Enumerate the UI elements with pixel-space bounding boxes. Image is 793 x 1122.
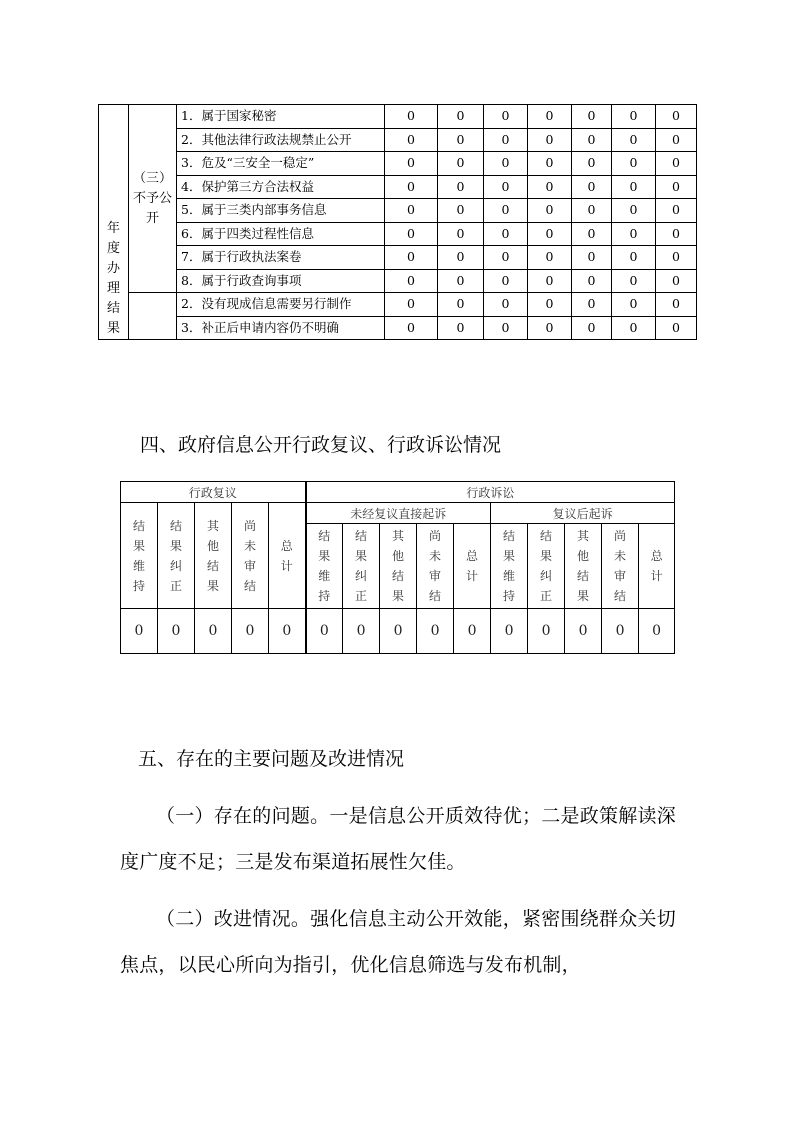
cell-value: 0 (612, 128, 656, 152)
cell-value: 0 (232, 609, 269, 654)
annual-result-char: 理 (106, 281, 120, 296)
row-label: 4．保护第三方合法权益 (177, 175, 385, 199)
table-row (99, 246, 697, 270)
column-header-char: 纠 (355, 569, 368, 583)
cell-value: 0 (602, 609, 639, 654)
cell-value: 0 (572, 316, 612, 340)
cell-value: 0 (528, 269, 572, 293)
cell-value: 0 (484, 293, 528, 317)
cell-value: 0 (528, 222, 572, 246)
litigation-column-header (491, 524, 528, 609)
litigation-column-header (565, 524, 602, 609)
cell-value: 0 (438, 293, 484, 317)
column-header-char: 果 (392, 589, 405, 603)
cell-value: 0 (656, 293, 697, 317)
column-header-char: 尚 (429, 529, 442, 543)
column-header-char: 果 (355, 549, 368, 563)
annual-result-char: 度 (106, 241, 120, 256)
column-header-char: 正 (169, 578, 182, 593)
refusal-results-table (98, 104, 697, 340)
annual-result-char: 年 (106, 221, 120, 236)
column-header-char: 维 (132, 558, 145, 573)
cell-value: 0 (385, 105, 438, 129)
column-header-char: 总 (650, 549, 663, 563)
column-header-char: 结 (243, 578, 256, 593)
table-row (99, 152, 697, 176)
cell-value: 0 (385, 269, 438, 293)
column-header-char: 纠 (540, 569, 553, 583)
column-header-char: 持 (318, 589, 331, 603)
cell-value: 0 (572, 269, 612, 293)
column-header-char: 未 (243, 538, 256, 553)
cell-value: 0 (438, 105, 484, 129)
column-header-char: 其 (206, 518, 219, 533)
annual-result-cell (99, 105, 129, 340)
cell-value: 0 (438, 175, 484, 199)
column-header-char: 正 (355, 589, 368, 603)
column-header-char: 果 (540, 549, 553, 563)
litigation-column-header (639, 524, 675, 609)
column-header-char: 他 (206, 538, 219, 553)
table-row (99, 105, 697, 129)
cell-value: 0 (572, 128, 612, 152)
row-label: 8．属于行政查询事项 (177, 269, 385, 293)
cell-value: 0 (484, 269, 528, 293)
column-header-char: 审 (429, 569, 442, 583)
row-label: 1．属于国家秘密 (177, 105, 385, 129)
column-header-char: 他 (577, 549, 590, 563)
cell-value: 0 (438, 222, 484, 246)
not-disclosed-cell (129, 105, 177, 293)
cell-value: 0 (438, 246, 484, 270)
review-column-header (269, 503, 306, 609)
column-header-char: 计 (466, 569, 479, 583)
cell-value: 0 (572, 222, 612, 246)
column-header-char: 结 (169, 518, 182, 533)
litigation-column-header (306, 524, 343, 609)
review-column-header (158, 503, 195, 609)
column-header-char: 持 (132, 578, 145, 593)
table-row (99, 269, 697, 293)
column-header-char: 审 (243, 558, 256, 573)
cell-value: 0 (269, 609, 306, 654)
cell-value: 0 (612, 222, 656, 246)
row-label: 3．危及“三安全一稳定” (177, 152, 385, 176)
column-header-char: 正 (540, 589, 553, 603)
not-disclosed-label: （三） (132, 170, 172, 186)
cell-value: 0 (380, 609, 417, 654)
cell-value: 0 (572, 105, 612, 129)
cell-value: 0 (612, 293, 656, 317)
table-header-row (121, 482, 675, 503)
column-header-char: 结 (355, 529, 368, 543)
after-review-header: 复议后起诉 (491, 503, 675, 524)
column-header-char: 结 (614, 589, 627, 603)
cell-value: 0 (385, 175, 438, 199)
column-header-char: 持 (503, 589, 516, 603)
cell-value: 0 (158, 609, 195, 654)
cell-value: 0 (454, 609, 491, 654)
cell-value: 0 (438, 152, 484, 176)
row-label: 3．补正后申请内容仍不明确 (177, 316, 385, 340)
litigation-column-header (528, 524, 565, 609)
column-header-char: 尚 (614, 529, 627, 543)
table-row (99, 175, 697, 199)
cell-value: 0 (656, 152, 697, 176)
column-header-char: 维 (318, 569, 331, 583)
section-heading-problems: 五、存在的主要问题及改进情况 (138, 748, 405, 770)
cell-value: 0 (656, 105, 697, 129)
cell-value: 0 (385, 246, 438, 270)
column-header-char: 总 (280, 538, 293, 553)
column-header-char: 未 (614, 549, 627, 563)
column-header-char: 果 (503, 549, 516, 563)
cell-value: 0 (656, 128, 697, 152)
cell-value: 0 (572, 175, 612, 199)
column-header-char: 结 (392, 569, 405, 583)
table-row (99, 293, 697, 317)
cell-value: 0 (528, 609, 565, 654)
row-label: 7．属于行政执法案卷 (177, 246, 385, 270)
cell-value: 0 (438, 316, 484, 340)
review-column-header (195, 503, 232, 609)
improvements-paragraph: （二）改进情况。强化信息主动公开效能，紧密围绕群众关切焦点，以民心所向为指引，优化信息筛选与发布机制， (120, 908, 676, 976)
column-header-char: 结 (540, 529, 553, 543)
cell-value: 0 (639, 609, 675, 654)
review-header: 行政复议 (121, 482, 306, 503)
not-disclosed-label: 不予公开 (132, 190, 172, 226)
cell-value: 0 (572, 246, 612, 270)
cell-value: 0 (385, 222, 438, 246)
cell-value: 0 (484, 152, 528, 176)
litigation-column-header (454, 524, 491, 609)
annual-result-char: 结 (106, 301, 120, 316)
cell-value: 0 (528, 316, 572, 340)
cell-value: 0 (572, 199, 612, 223)
cell-value: 0 (484, 105, 528, 129)
cell-value: 0 (528, 175, 572, 199)
cell-value: 0 (491, 609, 528, 654)
cell-value: 0 (385, 199, 438, 223)
cell-value: 0 (612, 316, 656, 340)
empty-cell (129, 293, 177, 340)
column-header-char: 其 (392, 529, 405, 543)
cell-value: 0 (438, 269, 484, 293)
annual-result-char: 办 (106, 261, 120, 276)
column-header-char: 他 (392, 549, 405, 563)
review-litigation-table (120, 481, 675, 654)
column-header-char: 其 (577, 529, 590, 543)
cell-value: 0 (656, 199, 697, 223)
table-row (99, 199, 697, 223)
table-header-row (121, 503, 675, 524)
review-column-header (232, 503, 269, 609)
cell-value: 0 (417, 609, 454, 654)
cell-value: 0 (385, 152, 438, 176)
row-label: 2．其他法律行政法规禁止公开 (177, 128, 385, 152)
cell-value: 0 (528, 246, 572, 270)
cell-value: 0 (438, 128, 484, 152)
cell-value: 0 (612, 269, 656, 293)
cell-value: 0 (612, 105, 656, 129)
column-header-char: 结 (132, 518, 145, 533)
litigation-header: 行政诉讼 (306, 482, 675, 503)
cell-value: 0 (484, 222, 528, 246)
column-header-char: 结 (429, 589, 442, 603)
column-header-char: 计 (650, 569, 663, 583)
direct-suit-header: 未经复议直接起诉 (306, 503, 491, 524)
cell-value: 0 (195, 609, 232, 654)
table-row (99, 316, 697, 340)
cell-value: 0 (484, 316, 528, 340)
table-row (99, 222, 697, 246)
cell-value: 0 (612, 152, 656, 176)
cell-value: 0 (484, 175, 528, 199)
litigation-column-header (343, 524, 380, 609)
cell-value: 0 (385, 128, 438, 152)
cell-value: 0 (528, 199, 572, 223)
cell-value: 0 (484, 246, 528, 270)
table-row (121, 609, 675, 654)
column-header-char: 纠 (169, 558, 182, 573)
cell-value: 0 (484, 199, 528, 223)
column-header-char: 结 (577, 569, 590, 583)
table-row (99, 128, 697, 152)
column-header-char: 审 (614, 569, 627, 583)
cell-value: 0 (656, 269, 697, 293)
litigation-column-header (602, 524, 639, 609)
cell-value: 0 (572, 152, 612, 176)
cell-value: 0 (528, 152, 572, 176)
column-header-char: 维 (503, 569, 516, 583)
column-header-char: 结 (206, 558, 219, 573)
cell-value: 0 (656, 246, 697, 270)
row-label: 6．属于四类过程性信息 (177, 222, 385, 246)
litigation-column-header (380, 524, 417, 609)
cell-value: 0 (385, 316, 438, 340)
column-header-char: 果 (577, 589, 590, 603)
review-column-header (121, 503, 158, 609)
problems-paragraph: （一）存在的问题。一是信息公开质效待优；二是政策解读深度广度不足；三是发布渠道拓展性欠佳。 (120, 805, 676, 873)
row-label: 5．属于三类内部事务信息 (177, 199, 385, 223)
row-label: 2．没有现成信息需要另行制作 (177, 293, 385, 317)
litigation-column-header (417, 524, 454, 609)
column-header-char: 计 (280, 558, 293, 573)
column-header-char: 果 (169, 538, 182, 553)
cell-value: 0 (565, 609, 602, 654)
cell-value: 0 (306, 609, 343, 654)
cell-value: 0 (656, 316, 697, 340)
column-header-char: 结 (318, 529, 331, 543)
column-header-char: 结 (503, 529, 516, 543)
column-header-char: 果 (206, 578, 219, 593)
column-header-char: 果 (318, 549, 331, 563)
section-heading-review-litigation: 四、政府信息公开行政复议、行政诉讼情况 (140, 434, 502, 456)
cell-value: 0 (528, 293, 572, 317)
column-header-char: 未 (429, 549, 442, 563)
cell-value: 0 (612, 246, 656, 270)
column-header-char: 总 (466, 549, 479, 563)
cell-value: 0 (612, 175, 656, 199)
cell-value: 0 (656, 222, 697, 246)
cell-value: 0 (528, 105, 572, 129)
cell-value: 0 (385, 293, 438, 317)
annual-result-char: 果 (106, 321, 120, 336)
cell-value: 0 (343, 609, 380, 654)
cell-value: 0 (572, 293, 612, 317)
column-header-char: 尚 (243, 518, 256, 533)
cell-value: 0 (612, 199, 656, 223)
column-header-char: 果 (132, 538, 145, 553)
cell-value: 0 (484, 128, 528, 152)
cell-value: 0 (656, 175, 697, 199)
cell-value: 0 (438, 199, 484, 223)
cell-value: 0 (528, 128, 572, 152)
cell-value: 0 (121, 609, 158, 654)
